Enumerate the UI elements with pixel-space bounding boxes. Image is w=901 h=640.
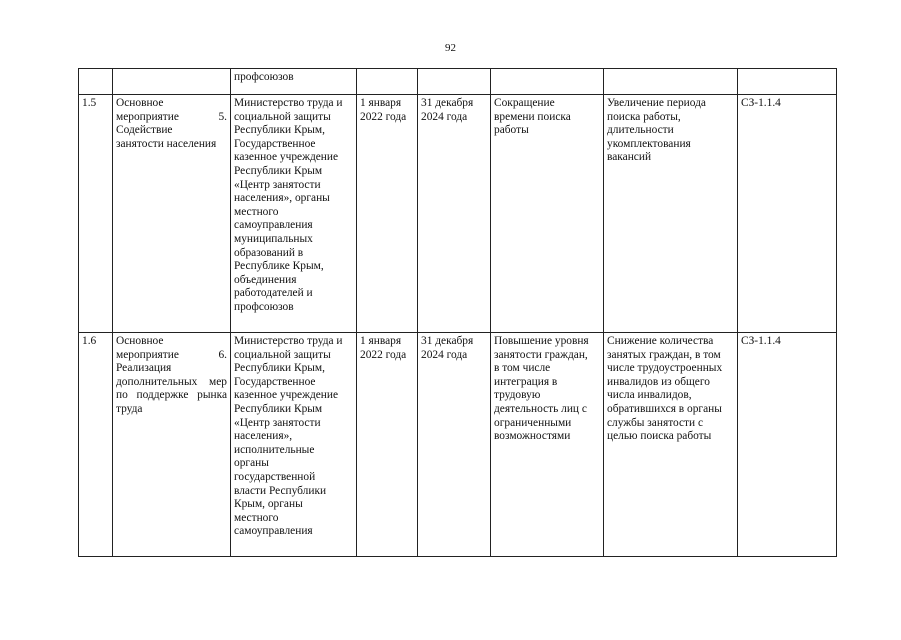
cell-end-date: [418, 333, 491, 557]
cell-start-date: [357, 95, 418, 333]
cell-line: обратившихся в органы: [607, 402, 722, 415]
cell-line: 1 января: [360, 335, 402, 347]
cell-number: [79, 95, 113, 333]
cell-expected-result: [491, 69, 604, 95]
cell-line: числа инвалидов,: [607, 389, 692, 402]
cell-line: Снижение количества: [607, 335, 714, 347]
cell-line: труда: [116, 402, 143, 415]
cell-line: казенное учреждение: [234, 389, 339, 402]
cell-line: самоуправления: [234, 219, 313, 232]
cell-line: Государственное: [234, 375, 316, 388]
cell-executors: [231, 69, 357, 95]
cell-indicator-code: [738, 95, 837, 333]
cell-indicator-code: [738, 69, 837, 95]
cell-expected-result: [491, 95, 604, 333]
cell-line: Государственное: [234, 137, 316, 150]
table-row: [79, 95, 837, 333]
cell-line: Республики Крым: [234, 164, 323, 177]
cell-line: объединения: [234, 273, 297, 286]
cell-line: Республики Крым,: [234, 362, 325, 375]
cell-line: дополнительных мер: [116, 375, 227, 388]
cell-line: длительности: [607, 124, 674, 137]
cell-line: в том числе: [494, 362, 551, 375]
cell-line: «Центр занятости: [234, 178, 321, 191]
cell-line: 1.6: [82, 335, 97, 347]
cell-line: работы: [494, 124, 529, 137]
cell-line: Республике Крым,: [234, 260, 324, 273]
cell-line: 2024 года: [421, 110, 468, 123]
cell-line: занятости населения: [116, 137, 217, 150]
cell-line: профсоюзов: [234, 71, 294, 83]
cell-line: интеграция в: [494, 375, 558, 388]
cell-line: Республики Крым,: [234, 124, 325, 137]
page-number: 92: [445, 42, 456, 54]
cell-line: ограниченными: [494, 416, 572, 429]
cell-line: укомплектования: [607, 137, 691, 150]
cell-line: казенное учреждение: [234, 151, 339, 164]
cell-risks: [604, 333, 738, 557]
cell-indicator-code: [738, 333, 837, 557]
cell-line: 2022 года: [360, 348, 407, 361]
cell-line: 2022 года: [360, 110, 407, 123]
cell-line: занятых граждан, в том: [607, 348, 721, 361]
cell-line: власти Республики: [234, 484, 327, 497]
cell-line: населения», органы: [234, 192, 330, 205]
cell-line: Республики Крым: [234, 402, 323, 415]
cell-line: мероприятие 5.: [116, 110, 227, 123]
cell-line: «Центр занятости: [234, 416, 321, 429]
cell-number: [79, 69, 113, 95]
cell-line: местного: [234, 205, 279, 218]
cell-line: Основное: [116, 97, 164, 109]
cell-line: органы: [234, 457, 269, 470]
cell-start-date: [357, 69, 418, 95]
cell-line: по поддержке рынка: [116, 389, 227, 402]
cell-line: Повышение уровня: [494, 335, 589, 347]
cell-line: возможностями: [494, 430, 571, 443]
table-row: [79, 333, 837, 557]
cell-line: социальной защиты: [234, 110, 331, 123]
cell-line: работодателей и: [234, 287, 313, 300]
cell-line: образований в: [234, 246, 304, 259]
cell-measure-name: [113, 333, 231, 557]
cell-risks: [604, 95, 738, 333]
cell-end-date: [418, 95, 491, 333]
cell-line: трудовую: [494, 389, 541, 402]
cell-line: Министерство труда и: [234, 335, 343, 347]
cell-measure-name: [113, 95, 231, 333]
cell-number: [79, 333, 113, 557]
cell-line: Увеличение периода: [607, 97, 706, 109]
cell-line: занятости граждан,: [494, 348, 588, 361]
cell-line: муниципальных: [234, 232, 313, 245]
cell-executors: [231, 95, 357, 333]
cell-line: 2024 года: [421, 348, 468, 361]
cell-line: исполнительные: [234, 443, 315, 456]
cell-line: СЗ-1.1.4: [741, 335, 781, 347]
cell-expected-result: [491, 333, 604, 557]
cell-line: вакансий: [607, 151, 652, 164]
cell-executors: [231, 333, 357, 557]
cell-line: Крым, органы: [234, 498, 303, 511]
cell-line: местного: [234, 511, 279, 524]
cell-line: населения»,: [234, 430, 293, 443]
cell-line: 1.5: [82, 97, 97, 109]
cell-line: 1 января: [360, 97, 402, 109]
table-body: [79, 69, 837, 557]
cell-risks: [604, 69, 738, 95]
cell-line: времени поиска: [494, 110, 571, 123]
cell-line: числе трудоустроенных: [607, 362, 723, 375]
cell-line: службы занятости с: [607, 416, 704, 429]
cell-line: государственной: [234, 470, 316, 483]
cell-line: 31 декабря: [421, 97, 474, 109]
cell-line: социальной защиты: [234, 348, 331, 361]
cell-line: мероприятие 6.: [116, 348, 227, 361]
cell-line: самоуправления: [234, 525, 313, 538]
cell-line: целью поиска работы: [607, 430, 712, 443]
cell-line: 31 декабря: [421, 335, 474, 347]
cell-line: Реализация: [116, 362, 172, 375]
cell-line: Министерство труда и: [234, 97, 343, 109]
cell-line: профсоюзов: [234, 300, 294, 313]
cell-measure-name: [113, 69, 231, 95]
cell-line: Основное: [116, 335, 164, 347]
cell-line: СЗ-1.1.4: [741, 97, 781, 109]
cell-end-date: [418, 69, 491, 95]
cell-line: Сокращение: [494, 97, 555, 109]
cell-line: инвалидов из общего: [607, 375, 710, 388]
table-row: [79, 69, 837, 95]
cell-start-date: [357, 333, 418, 557]
cell-line: деятельность лиц с: [494, 402, 587, 415]
cell-line: поиска работы,: [607, 110, 681, 123]
measures-table: [78, 68, 837, 557]
cell-line: Содействие: [116, 124, 173, 137]
